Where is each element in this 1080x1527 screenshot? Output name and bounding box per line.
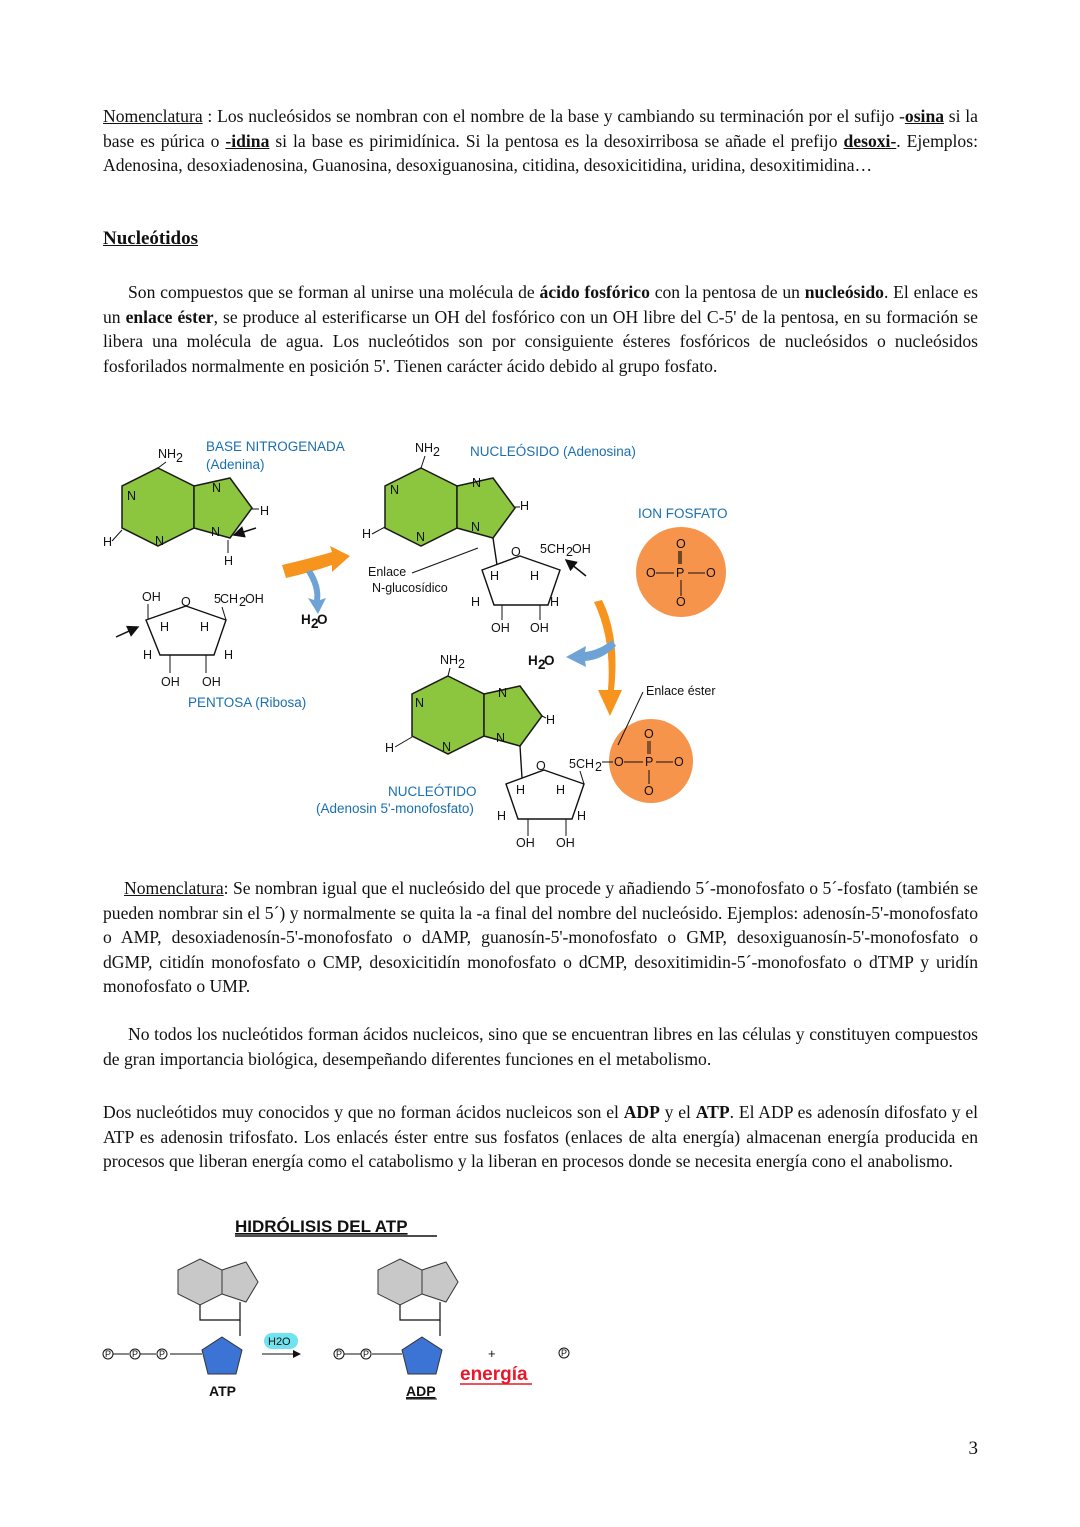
oh-label: OH [516, 836, 535, 850]
adenine-base [103, 439, 345, 568]
h-label: H [520, 499, 530, 513]
enlace-ester-label: Enlace éster [646, 684, 716, 698]
p-label: P [676, 566, 685, 580]
o-label: O [646, 566, 656, 580]
oh-label: OH [202, 675, 221, 689]
h-label: H [530, 569, 540, 583]
oh-label: OH [491, 621, 510, 635]
h-label: H [224, 554, 234, 568]
svg-text:OH: OH [245, 592, 264, 606]
o-label: O [706, 566, 716, 580]
n-label: N [472, 476, 482, 490]
n-label: N [211, 525, 221, 539]
nucleotide-formation-diagram [0, 430, 1080, 860]
bold-nucleosido: nucleósido [804, 282, 884, 302]
n-label: N [390, 483, 400, 497]
n-label: N [155, 534, 165, 548]
o-label: O [614, 755, 624, 769]
n-label: N [416, 530, 426, 544]
nomenclatura-term: Nomenclatura [124, 878, 224, 898]
nucleotido-label: NUCLEÓTIDO [388, 784, 477, 799]
nh2-label: NH [440, 653, 459, 667]
svg-text:5: 5 [569, 757, 576, 771]
h2o-label: H [301, 612, 311, 627]
section-title-nucleotidos: Nucleótidos [103, 228, 198, 249]
prefix-desoxi: desoxi- [843, 130, 897, 151]
text-run: y el [659, 1102, 696, 1122]
h2o-label: H2O [268, 1336, 291, 1348]
text-run: Son compuestos que se forman al unirse una molécula de [128, 282, 540, 302]
energia-label: energía [460, 1364, 528, 1385]
o-label: O [536, 759, 546, 773]
nucleotidos-definition-paragraph [103, 280, 978, 378]
text-run: . El ADP es adenosín difosfato y el ATP es adenosin trifosfato. Los enlacés éster entre sus fosfatos (enlaces de alta energía) almacenan energía producida en procesos que liberan energía como el catabolismo y la liberan en procesos donde se necesita energía cono el anabolismo. [103, 1102, 979, 1171]
text-run: si la base es púrica o [103, 106, 978, 151]
oh-label: OH [161, 675, 180, 689]
ion-fosfato-label: ION FOSFATO [638, 506, 728, 521]
svg-text:2: 2 [566, 545, 573, 559]
hydrolysis-arrow [262, 1333, 300, 1354]
n-label: N [415, 696, 425, 710]
text-run: : Los nucleósidos se nombran con el nombre de la base y cambiando su terminación por el sufijo - [202, 106, 905, 126]
bold-enlace-ester: enlace éster [125, 306, 214, 327]
n-label: N [498, 686, 508, 700]
h-label: H [143, 648, 153, 662]
h-label: H [546, 713, 556, 727]
h-label: H [103, 535, 113, 549]
n-label: N [127, 489, 137, 503]
bold-acido-fosforico: ácido fosfórico [539, 282, 650, 302]
hidrolisis-title: HIDRÓLISIS DEL ATP [235, 1217, 408, 1236]
nucleosido-label: NUCLEÓSIDO (Adenosina) [470, 444, 636, 459]
amp-nucleotide [316, 653, 715, 850]
phosphate-p-label: P [336, 1349, 343, 1359]
enlace-label: Enlace [368, 565, 407, 579]
nomenclatura-nucleosidos-paragraph [103, 104, 978, 178]
oh-label: OH [142, 590, 161, 604]
h-label: H [490, 569, 500, 583]
nh2-label: NH [158, 447, 177, 461]
h-label: H [200, 620, 210, 634]
svg-text:5: 5 [214, 592, 221, 606]
h-label: H [550, 595, 560, 609]
text-run: : Se nombran igual que el nucleósido del que procede y añadiendo 5´-monofosfato o 5´-fosfato (también se pueden nombrar sin el 5´) y normalmente se quita la -a final del nombre del nucleósido. Ejemplos: adenosín-5'-monofosfato o AMP, desoxiadenosín-5'-monofosfato o dAMP, guanosín-5'-monofosfato o GMP, desoxiguanosín-5'-monofosfato o dGMP, citidín monofosfato o CMP, desoxicitidín monofosfato o dCMP, desoxitimidin-5´-monofosfato o dTMP y uridín monofosfato o UMP. [103, 878, 978, 996]
adp-atp-paragraph [103, 1100, 978, 1174]
ch2-label: CH [576, 757, 595, 771]
reaction-arrow-1 [282, 546, 350, 631]
n-label: N [496, 731, 506, 745]
n-label: N [471, 520, 481, 534]
h-label: H [471, 595, 481, 609]
adp-label: ADP [406, 1383, 436, 1399]
h-label: H [497, 809, 507, 823]
bold-adp: ADP [623, 1102, 660, 1122]
ribose-pentose [116, 590, 306, 710]
base-nitrogenada-label: BASE NITROGENADA [206, 439, 345, 454]
o-label: O [644, 727, 654, 741]
h-label: H [224, 648, 234, 662]
suffix-osina: osina [904, 106, 945, 126]
ch2oh-label: CH [220, 592, 239, 606]
svg-text:5: 5 [540, 542, 547, 556]
h-label: H [362, 527, 372, 541]
n-glucosidico-label: N-glucosídico [372, 581, 448, 595]
svg-text:2: 2 [433, 445, 440, 459]
h-label: H [260, 504, 270, 518]
svg-text:2: 2 [176, 451, 183, 465]
h-label: H [516, 783, 526, 797]
h2o-label: H [528, 653, 538, 668]
svg-text:O: O [317, 612, 328, 627]
text-run: , se produce al esterificarse un OH del fosfórico con un OH libre del C-5' de la pentosa, en su formación se libera una molécula de agua. Los nucleótidos son por consiguiente ésteres fosfóricos de nucleósidos o nucleósidos fosforilados normalmente en posición 5'. Tienen carácter ácido debido al grupo fosfato. [103, 306, 978, 376]
text-run: con la pentosa de un [649, 282, 805, 302]
adp-molecule [334, 1259, 458, 1399]
o-label: O [676, 537, 686, 551]
svg-text:2: 2 [239, 595, 246, 609]
plus-sign: + [488, 1346, 496, 1361]
phosphate-p-label: P [159, 1349, 166, 1359]
h-label: H [577, 809, 587, 823]
oh-label: OH [556, 836, 575, 850]
text-run: si la base es pirimidínica. Si la pentosa es la desoxirribosa se añade el prefijo [269, 130, 844, 151]
o-label: O [644, 784, 654, 798]
pentosa-label: PENTOSA (Ribosa) [188, 695, 307, 710]
o-label: O [181, 595, 191, 609]
nomenclatura-nucleotidos-paragraph [103, 876, 978, 999]
p-label: P [645, 755, 654, 769]
text-run: Dos nucleótidos muy conocidos y que no forman ácidos nucleicos son el [103, 1102, 624, 1122]
nomenclatura-term: Nomenclatura [103, 106, 203, 126]
suffix-idina: -idina [225, 130, 270, 151]
h-label: H [385, 741, 395, 755]
amp-label: (Adenosin 5'-monofosfato) [316, 801, 474, 816]
svg-text:OH: OH [572, 542, 591, 556]
svg-text:2: 2 [458, 657, 465, 671]
page-number: 3 [968, 1438, 978, 1459]
h-label: H [556, 783, 566, 797]
n-label: N [212, 481, 222, 495]
nh2-label: NH [415, 441, 434, 455]
o-label: O [676, 595, 686, 609]
svg-text:O: O [544, 653, 555, 668]
adenosine-nucleoside [362, 441, 636, 635]
phosphate-p-label: P [363, 1349, 370, 1359]
bold-atp: ATP [695, 1102, 730, 1122]
phosphate-p-label: P [105, 1349, 112, 1359]
oh-label: OH [530, 621, 549, 635]
reaction-arrow-2 [528, 600, 622, 716]
phosphate-ion [636, 506, 728, 617]
no-todos-paragraph: No todos los nucleótidos forman ácidos nucleicos, sino que se encuentran libres en las células y constituyen compuestos de gran importancia biológica, desempeñando diferentes funciones en el metabolismo. [103, 1024, 978, 1069]
o-label: O [674, 755, 684, 769]
phosphate-p-label: P [132, 1349, 139, 1359]
svg-text:2: 2 [311, 616, 319, 631]
atp-label: ATP [209, 1383, 236, 1399]
n-label: N [442, 740, 452, 754]
atp-molecule [103, 1259, 258, 1399]
free-phosphate-label: P [561, 1348, 568, 1358]
text-run: . Ejemplos: Adenosina, desoxiadenosina, Guanosina, desoxiguanosina, citidina, desoxicitidina, uridina, desoxitimidina… [103, 130, 978, 175]
ch2oh-label: CH [547, 542, 566, 556]
svg-text:2: 2 [538, 657, 546, 672]
o-label: O [511, 545, 521, 559]
text-run: . El enlace es un [103, 282, 978, 327]
adenina-label: (Adenina) [206, 457, 265, 472]
h-label: H [160, 620, 170, 634]
atp-hydrolysis-diagram [0, 1205, 1080, 1405]
svg-text:2: 2 [595, 760, 602, 774]
